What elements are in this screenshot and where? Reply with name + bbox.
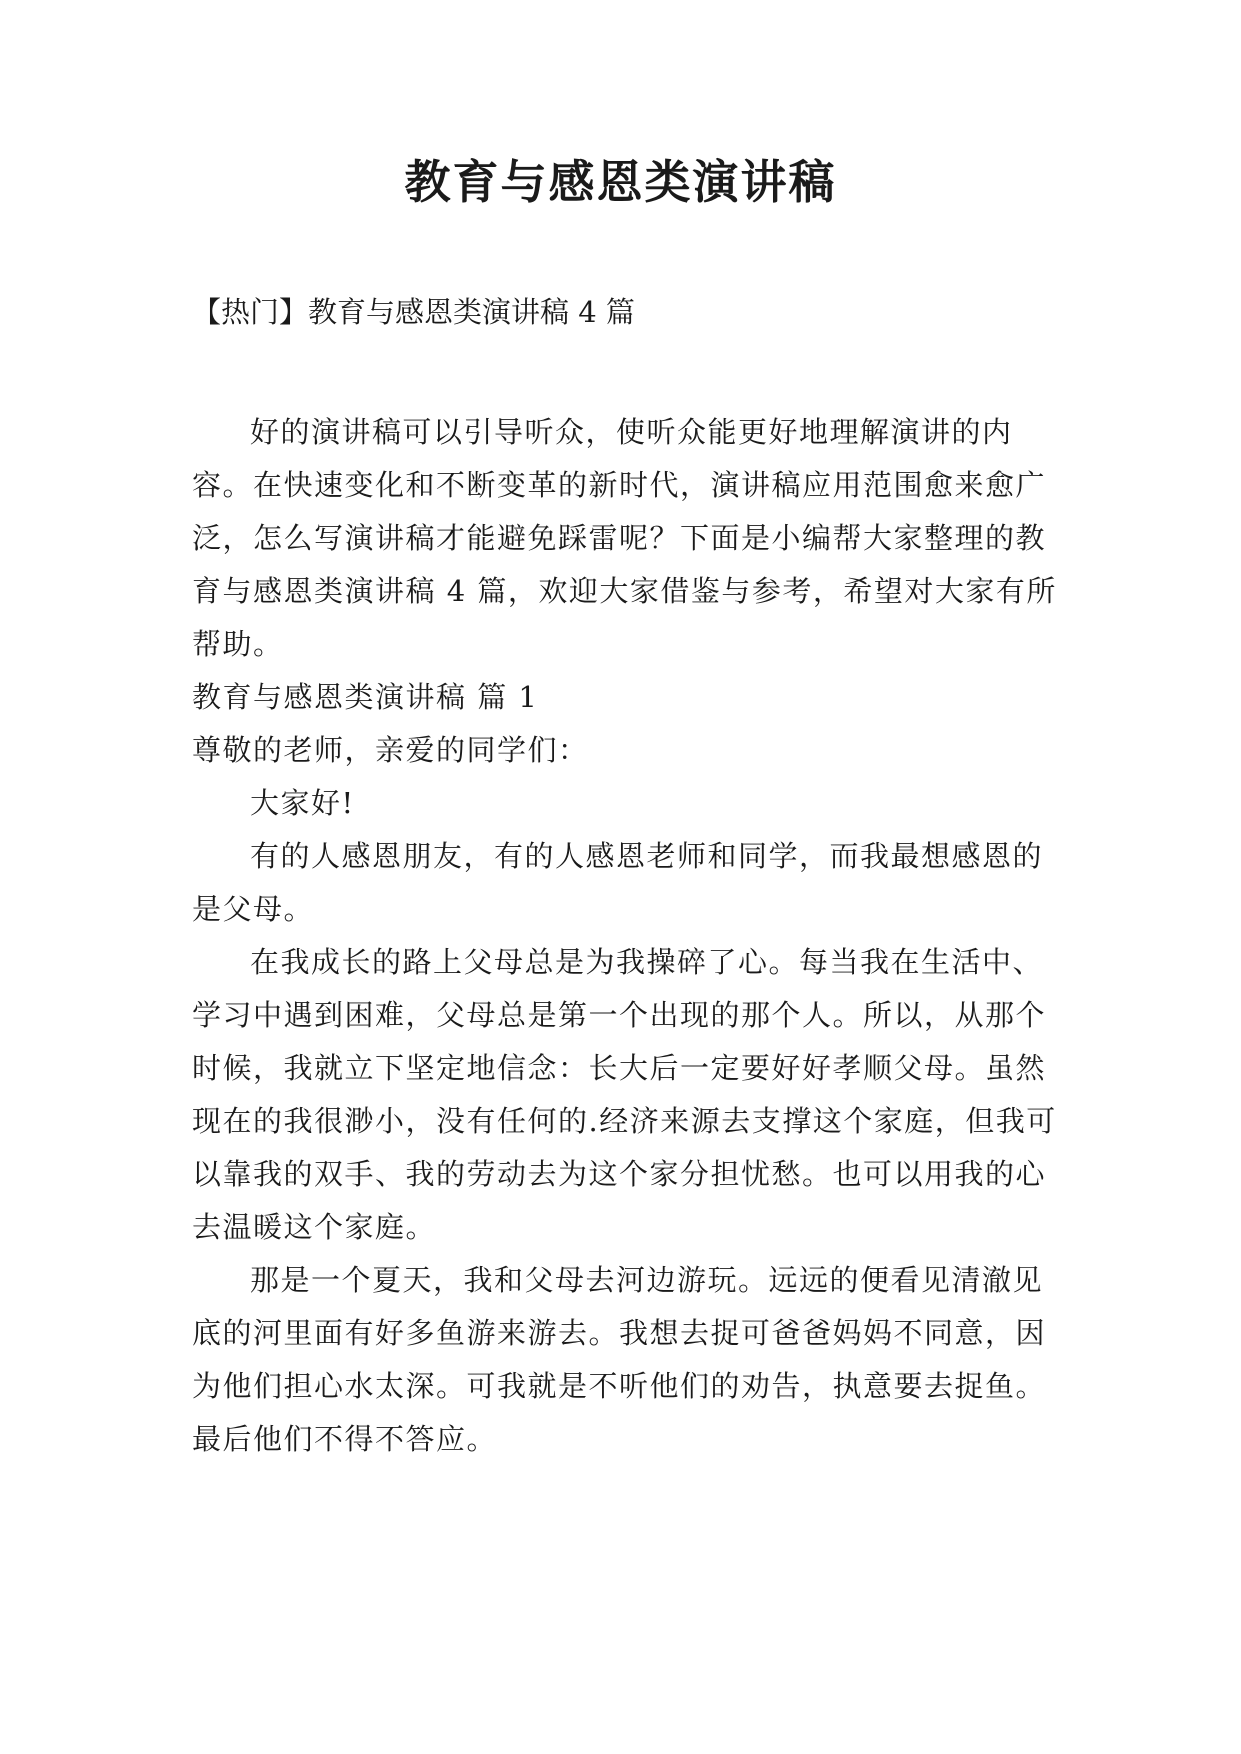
intro-paragraph: 好的演讲稿可以引导听众，使听众能更好地理解演讲的内容。在快速变化和不断变革的新时代，演讲稿应用范围愈来愈广泛，怎么写演讲稿才能避免踩雷呢？下面是小编帮大家整理的教育与感恩类演讲稿 4 篇，欢迎大家借鉴与参考，希望对大家有所帮助。 bbox=[192, 415, 1057, 661]
document-title: 教育与感恩类演讲稿 bbox=[404, 155, 837, 209]
body-paragraph: 在我成长的路上父母总是为我操碎了心。每当我在生活中、学习中遇到困难，父母总是第一个出现的那个人。所以，从那个时候，我就立下坚定地信念：长大后一定要好好孝顺父母。虽然现在的我很渺小，没有任何的.经济来源去支撑这个家庭，但我可以靠我的双手、我的劳动去为这个家分担忧愁。也可以用我的心去温暖这个家庭。 bbox=[192, 945, 1057, 1244]
salutation: 尊敬的老师，亲爱的同学们： bbox=[192, 733, 589, 767]
section-heading: 教育与感恩类演讲稿 篇 1 bbox=[192, 680, 539, 714]
document-subtitle: 【热门】教育与感恩类演讲稿 4 篇 bbox=[192, 295, 635, 329]
document-body bbox=[192, 406, 1060, 1466]
greeting: 大家好! bbox=[250, 786, 355, 820]
body-paragraph: 有的人感恩朋友，有的人感恩老师和同学，而我最想感恩的是父母。 bbox=[192, 839, 1044, 926]
body-paragraph: 那是一个夏天，我和父母去河边游玩。远远的便看见清澈见底的河里面有好多鱼游来游去。我想去捉可爸爸妈妈不同意，因为他们担心水太深。可我就是不听他们的劝告，执意要去捉鱼。最后他们不得不答应。 bbox=[192, 1263, 1047, 1456]
